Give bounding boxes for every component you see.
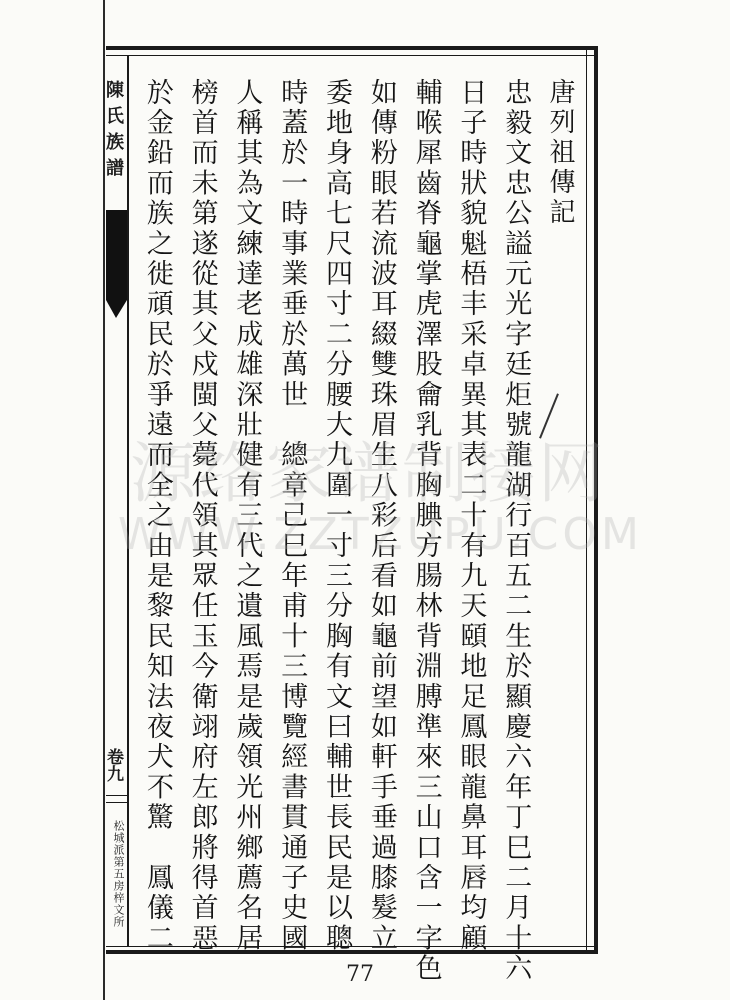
frame-top-border xyxy=(106,46,598,56)
spine-branch-note: 松城派第五房梓文所 xyxy=(112,820,125,928)
text-column: 輔喉犀齒脊龜掌虎澤股龠乳背胸腆方腸林背淵膊準來三山口含一字色 xyxy=(410,78,442,984)
text-column: 委地身高七尺四寸二分腰大九圍一寸三分胸有文曰輔世長民是以聰 xyxy=(321,78,353,954)
page-number: 77 xyxy=(346,962,374,987)
fishtail-ornament-tip xyxy=(106,300,127,318)
text-column: 人稱其為文練達老成雄深壯健有三代之遺風焉是歲領光州鄉薦名居 xyxy=(231,78,263,954)
text-column: 日子時狀貌魁梧丰采卓異其表二十有九天頤地足鳳眼龍鼻耳唇均顧 xyxy=(455,78,487,954)
text-column: 忠毅文忠公謚元光字廷炬號龍湖行百五二生於顯慶六年丁巳二月十六 xyxy=(500,78,532,984)
watermark-url: WWW.ZZTZUPU.COM xyxy=(118,509,644,560)
text-column: 時蓋於一時事業垂於萬世 總章己巳年甫十三博覽經書貫通子史國 xyxy=(276,78,308,954)
text-column: 榜首而未第遂從其父戍閩父薨代領其眾任玉今衛翊府左郎將得首惡 xyxy=(186,78,218,954)
center-strip-divider xyxy=(127,56,129,946)
watermark-text: 源络家谱制接网 xyxy=(130,435,606,512)
spine-volume-label: 卷九 xyxy=(103,748,123,782)
center-strip-marker-lines xyxy=(106,795,127,803)
text-column: 於金鉛而族之徙頑民於爭遠而全之由是黎民知法夜犬不驚 鳳儀二 xyxy=(141,78,173,954)
fishtail-ornament xyxy=(106,210,127,300)
section-heading: 唐列祖傳記 xyxy=(545,78,575,228)
frame-right-border xyxy=(586,50,598,950)
spine-book-title: 陳氏族譜 xyxy=(103,80,124,184)
text-column: 如傳粉眼若流波耳綴雙珠眉生八彩后看如龜前望如軒手垂過膝髮立 xyxy=(365,78,397,954)
